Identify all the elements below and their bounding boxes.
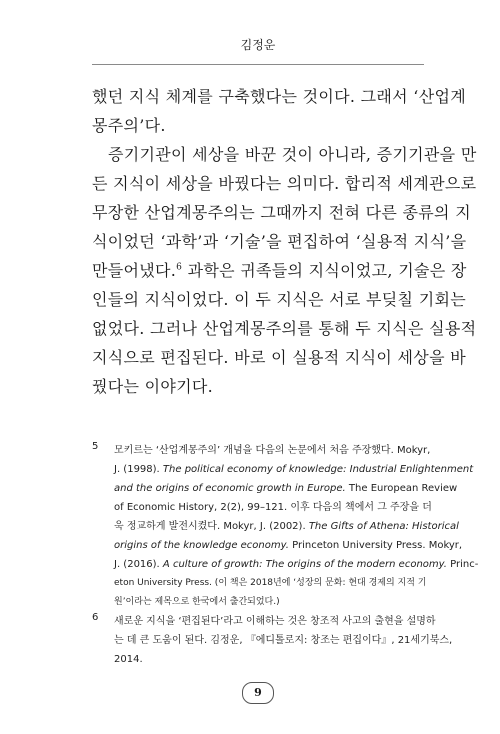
body-line-part: 과학은 귀족들의 지식이었고, 기술은 장 <box>182 261 467 280</box>
footnote-number: 6 <box>92 612 99 623</box>
body-line: 증기기관이 세상을 바꾼 것이 아니라, 증기기관을 만 <box>108 145 477 164</box>
citation-text: Princ- <box>446 559 479 570</box>
footnote-line: 모키르는 ‘산업계몽주의’ 개념을 다음의 논문에서 처음 주장했다. Mokyr, <box>114 445 431 456</box>
footnote-line <box>114 517 459 536</box>
footnote-line <box>114 479 458 498</box>
body-line-with-footnote <box>92 256 467 285</box>
citation-title: A culture of growth: The origins of the modern economy. <box>162 559 447 570</box>
footnote-line: 2014. <box>114 654 143 665</box>
header-author: 김정운 <box>240 38 276 52</box>
footnote-line: 원’이라는 제목으로 한국에서 출간되었다.) <box>114 597 280 607</box>
body-line: 무장한 산업계몽주의는 그때까지 전혀 다른 종류의 지 <box>92 203 471 222</box>
footnote-ref-6: 6 <box>176 262 183 273</box>
footnote-line <box>114 460 474 479</box>
body-line: 든 지식이 세상을 바꿨다는 의미다. 합리적 세계관으로 <box>92 174 477 193</box>
footnotes <box>92 441 479 669</box>
footnote-line: 는 데 큰 도움이 된다. 김정운, 『에디톨로지: 창조는 편집이다』, 21세기북스, <box>114 635 453 646</box>
body-line: 없었다. 그러나 산업계몽주의를 통해 두 지식은 실용적 <box>92 319 477 338</box>
footnote-5 <box>92 441 479 612</box>
footnote-number: 5 <box>92 441 99 452</box>
citation-text: J. (2016). <box>114 559 163 570</box>
citation-text: The European Review <box>345 483 458 494</box>
footnote-line <box>114 536 463 555</box>
citation-text: 욱 정교하게 발전시켰다. Mokyr, J. (2002). <box>114 521 309 532</box>
citation-title: The Gifts of Athena: Historical <box>308 521 459 532</box>
footnote-line: eton University Press. (이 책은 2018년에 ‘성장의 문화: 현대 경제의 지적 기 <box>114 578 427 588</box>
citation-text: J. (1998). <box>114 464 163 475</box>
page-number: 9 <box>242 682 274 704</box>
body-line: 몽주의’다. <box>92 116 166 135</box>
body-text <box>92 82 477 401</box>
body-line: 꿨다는 이야기다. <box>92 377 214 396</box>
citation-text: Princeton University Press. Mokyr, <box>288 540 463 551</box>
citation-title: origins of the knowledge economy. <box>114 540 289 551</box>
citation-title: and the origins of economic growth in Europe. <box>114 483 346 494</box>
footnote-line: of Economic History, 2(2), 99–121. 이후 다음의 책에서 그 주장을 더 <box>114 502 432 513</box>
running-header <box>92 32 424 65</box>
body-line: 지식으로 편집된다. 바로 이 실용적 지식이 세상을 바 <box>92 348 466 367</box>
body-line-part: 만들어냈다. <box>92 261 177 280</box>
body-line: 했던 지식 체계를 구축했다는 것이다. 그래서 ‘산업계 <box>92 87 466 106</box>
footnote-line: 새로운 지식을 ‘편집된다’라고 이해하는 것은 창조적 사고의 출현을 설명하 <box>114 616 436 627</box>
footnote-6 <box>92 612 453 669</box>
body-line: 식이었던 ‘과학’과 ‘기술’을 편집하여 ‘실용적 지식’을 <box>92 232 467 251</box>
footnote-line <box>114 555 479 574</box>
citation-title: The political economy of knowledge: Industrial Enlightenment <box>162 464 474 475</box>
body-line: 인들의 지식이었다. 이 두 지식은 서로 부딪칠 기회는 <box>92 290 466 309</box>
